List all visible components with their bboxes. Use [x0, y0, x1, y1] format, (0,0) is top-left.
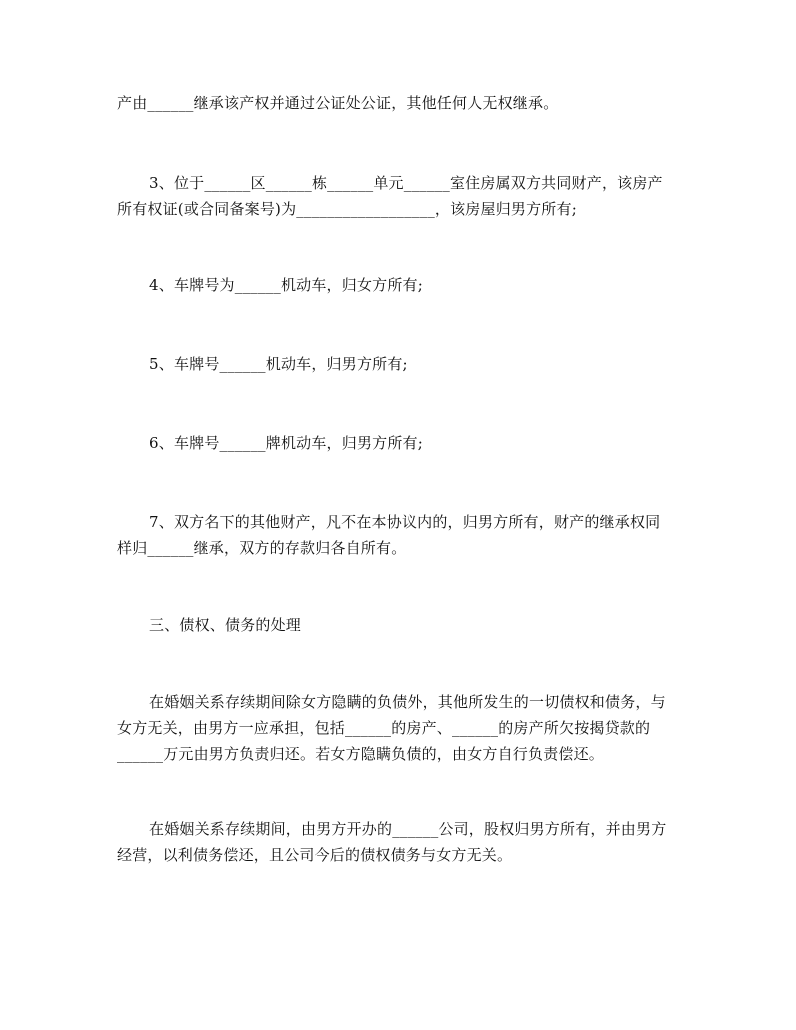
paragraph-item-7-other-property — [117, 509, 687, 561]
text-line: 样归______继承，双方的存款归各自所有。 — [117, 539, 407, 557]
text-line: 经营，以利债务偿还，且公司今后的债权债务与女方无关。 — [117, 846, 513, 864]
text-line: 三、债权、债务的处理 — [149, 616, 302, 634]
paragraph-item-3-shared-house — [117, 170, 687, 222]
text-line: 在婚姻关系存续期间除女方隐瞒的负债外，其他所发生的一切债权和债务，与 — [149, 693, 666, 711]
paragraph-item-6-vehicle — [117, 430, 687, 456]
text-line: 7、双方名下的其他财产，凡不在本协议内的，归男方所有，财产的继承权同 — [149, 513, 661, 531]
paragraph-item-5-vehicle — [117, 351, 687, 377]
text-line: 5、车牌号______机动车，归男方所有; — [149, 355, 408, 373]
text-line: 所有权证(或合同备案号)为__________________，该房屋归男方所有; — [117, 200, 577, 218]
text-line: 在婚姻关系存续期间，由男方开办的______公司，股权归男方所有，并由男方 — [149, 820, 667, 838]
paragraph-debt-handling — [117, 689, 687, 767]
text-line: 6、车牌号______牌机动车，归男方所有; — [149, 434, 423, 452]
paragraph-item-4-vehicle — [117, 272, 687, 298]
text-line: 3、位于______区______栋______单元______室住房属双方共同财产，该房产 — [149, 174, 663, 192]
paragraph-company-equity — [117, 816, 687, 868]
paragraph-inheritance-clause — [117, 90, 687, 116]
text-line: 女方无关，由男方一应承担，包括______的房产、______的房产所欠按揭贷款的 — [117, 719, 651, 737]
section-heading-debts — [117, 612, 687, 638]
text-line: 4、车牌号为______机动车，归女方所有; — [149, 276, 423, 294]
text-line: 产由______继承该产权并通过公证处公证，其他任何人无权继承。 — [117, 94, 559, 112]
text-line: ______万元由男方负责归还。若女方隐瞒负债的，由女方自行负责偿还。 — [117, 745, 605, 763]
